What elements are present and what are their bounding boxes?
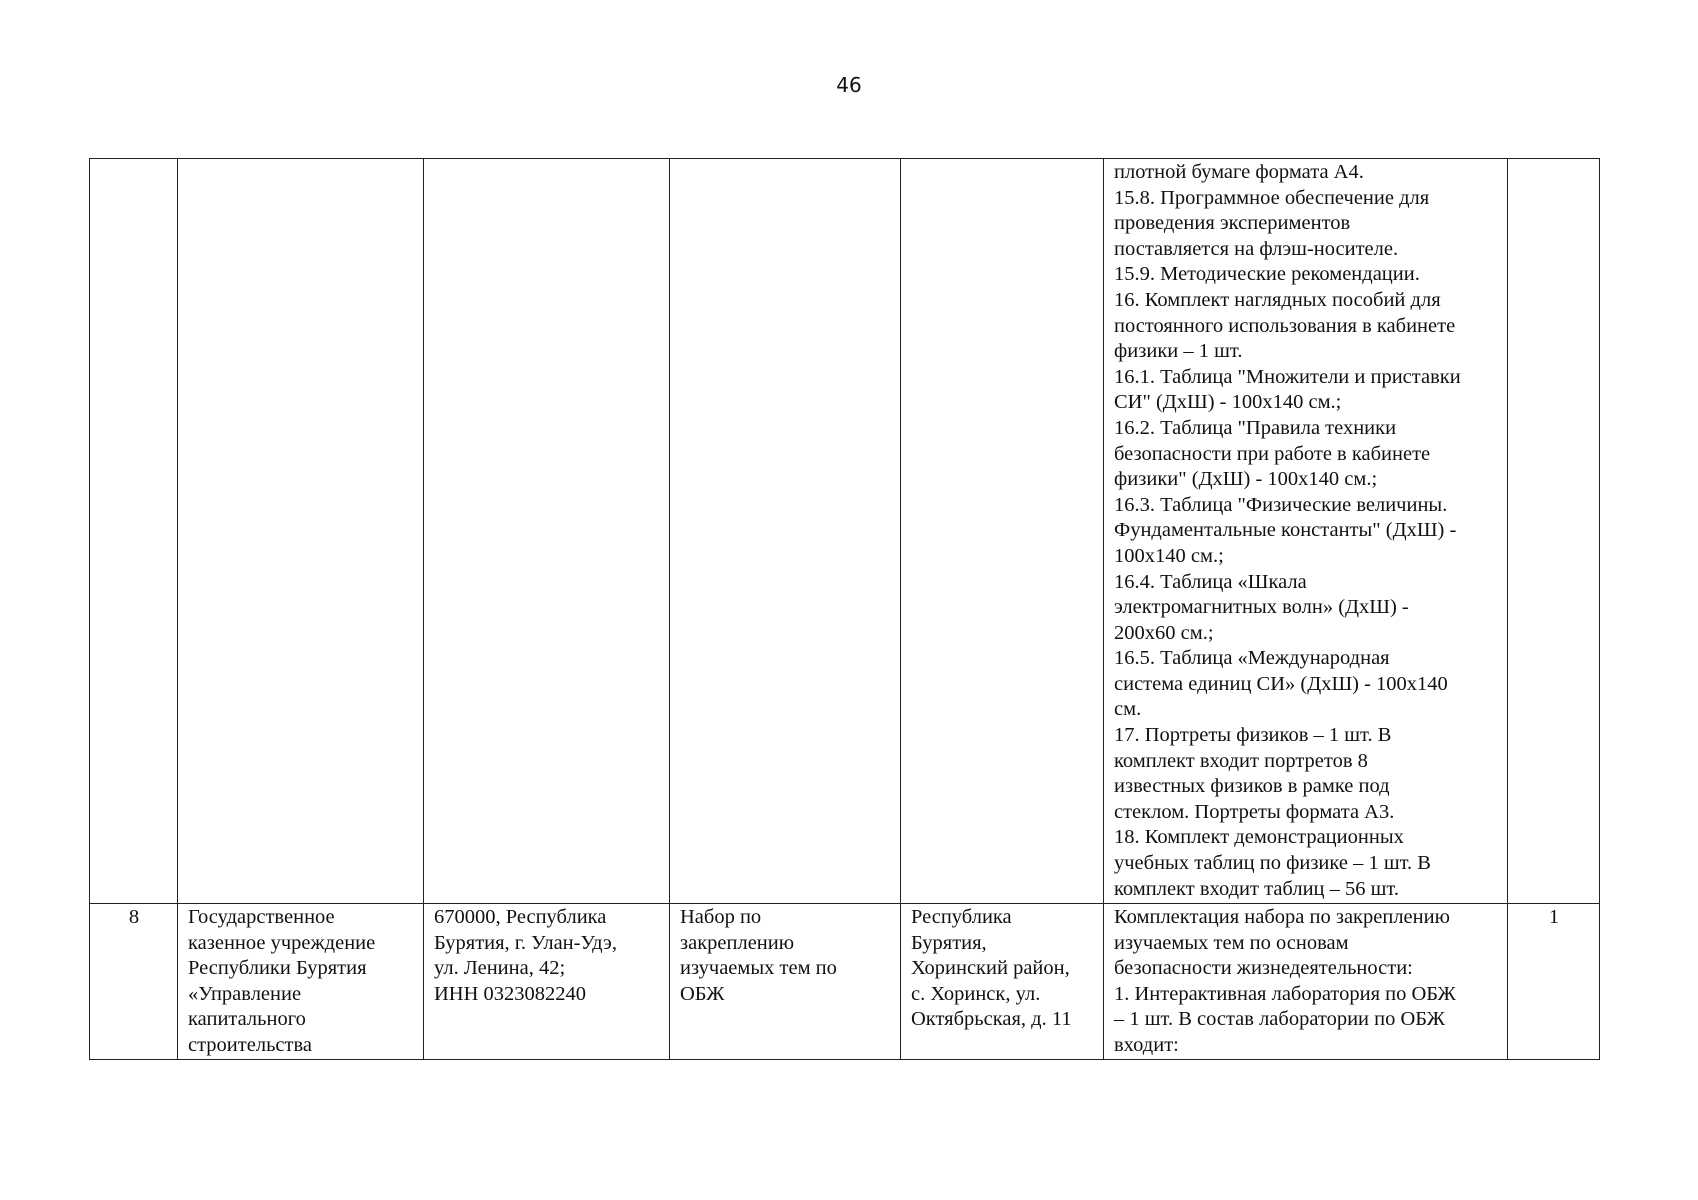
cell-text-line: Комплектация набора по закреплению xyxy=(1114,906,1450,928)
cell-number xyxy=(90,904,178,1060)
cell-text-line: 18. Комплект демонстрационных xyxy=(1114,826,1404,849)
cell-text-line: 670000, Республика xyxy=(434,906,607,928)
cell-text-line: стеклом. Портреты формата А3. xyxy=(1114,800,1395,823)
cell-text-line: 100х140 см.; xyxy=(1114,544,1224,567)
cell-item xyxy=(670,159,901,904)
cell-text-line: безопасности при работе в кабинете xyxy=(1114,442,1431,465)
cell-text-line: Хоринский район, xyxy=(911,957,1070,980)
cell-number xyxy=(90,159,178,904)
cell-text-line: с. Хоринск, ул. xyxy=(911,982,1041,1005)
cell-text-line: Республика xyxy=(911,906,1012,928)
cell-address xyxy=(424,159,670,904)
cell-text-line: 16.5. Таблица «Международная xyxy=(1114,647,1390,670)
cell-text-line: постоянного использования в кабинете xyxy=(1114,314,1456,337)
cell-text-line: электромагнитных волн» (ДхШ) - xyxy=(1114,596,1409,619)
cell-text-line: 8 xyxy=(128,906,140,928)
cell-text-line: комплект входит таблиц – 56 шт. xyxy=(1114,877,1399,900)
cell-text-line: СИ" (ДхШ) - 100х140 см.; xyxy=(1114,391,1342,414)
procurement-table xyxy=(89,158,1600,1060)
cell-text-line: 15.8. Программное обеспечение для xyxy=(1114,186,1430,209)
cell-text-line: Республики Бурятия xyxy=(188,957,367,980)
cell-text-line: учебных таблиц по физике – 1 шт. В xyxy=(1114,852,1431,875)
cell-delivery-place xyxy=(901,904,1104,1060)
cell-text-line: 17. Портреты физиков – 1 шт. В xyxy=(1114,724,1392,747)
page-number: 46 xyxy=(836,73,862,97)
cell-text-line: безопасности жизнедеятельности: xyxy=(1114,957,1413,980)
cell-text-line: закреплению xyxy=(680,931,795,954)
cell-text-line: «Управление xyxy=(188,982,302,1005)
cell-text-line: 16.1. Таблица "Множители и приставки xyxy=(1114,365,1461,388)
cell-text-line: входит: xyxy=(1114,1033,1179,1056)
cell-text-line: 16. Комплект наглядных пособий для xyxy=(1114,288,1441,311)
cell-text-line: Набор по xyxy=(680,906,762,928)
cell-text-line: 1 xyxy=(1548,906,1560,928)
cell-text-line: см. xyxy=(1114,698,1142,721)
cell-text-line: поставляется на флэш-носителе. xyxy=(1114,237,1399,260)
cell-text-line: система единиц СИ» (ДхШ) - 100х140 xyxy=(1114,672,1448,695)
cell-text-line: строительства xyxy=(188,1033,312,1056)
cell-text-line: Бурятия, г. Улан-Удэ, xyxy=(434,931,617,954)
cell-text-line: Фундаментальные константы" (ДхШ) - xyxy=(1114,519,1457,542)
cell-text-line: проведения экспериментов xyxy=(1114,212,1351,235)
cell-text-line: физики" (ДхШ) - 100х140 см.; xyxy=(1114,468,1378,491)
cell-text-line: казенное учреждение xyxy=(188,931,376,954)
cell-text-line: 200х60 см.; xyxy=(1114,621,1214,644)
cell-customer xyxy=(178,159,424,904)
cell-text-line: ул. Ленина, 42; xyxy=(434,957,566,980)
cell-text-line: 16.2. Таблица "Правила техники xyxy=(1114,416,1397,439)
cell-text-line: изучаемых тем по основам xyxy=(1114,931,1349,954)
cell-text-line: Бурятия, xyxy=(911,931,987,954)
cell-text-line: 16.4. Таблица «Шкала xyxy=(1114,570,1307,593)
cell-text-line: известных физиков в рамке под xyxy=(1114,775,1390,798)
cell-customer xyxy=(178,904,424,1060)
cell-text-line: плотной бумаге формата А4. xyxy=(1114,161,1364,183)
cell-text-line: – 1 шт. В состав лаборатории по ОБЖ xyxy=(1114,1008,1445,1031)
cell-text-line: комплект входит портретов 8 xyxy=(1114,749,1368,772)
cell-text-line: 15.9. Методические рекомендации. xyxy=(1114,263,1420,286)
cell-address xyxy=(424,904,670,1060)
cell-text-line: ОБЖ xyxy=(680,982,725,1005)
cell-delivery-place xyxy=(901,159,1104,904)
cell-text-line: Октябрьская, д. 11 xyxy=(911,1008,1072,1031)
cell-text-line: физики – 1 шт. xyxy=(1114,340,1243,363)
cell-description xyxy=(1104,904,1508,1060)
cell-description xyxy=(1104,159,1508,904)
table-row xyxy=(90,159,1600,904)
table-row xyxy=(90,904,1600,1060)
cell-text-line: 16.3. Таблица "Физические величины. xyxy=(1114,493,1448,516)
cell-text-line: ИНН 0323082240 xyxy=(434,982,587,1005)
cell-item xyxy=(670,904,901,1060)
cell-quantity xyxy=(1508,904,1600,1060)
cell-text-line: 1. Интерактивная лаборатория по ОБЖ xyxy=(1114,982,1456,1005)
cell-text-line: изучаемых тем по xyxy=(680,957,837,980)
cell-text-line: Государственное xyxy=(188,906,335,928)
cell-quantity xyxy=(1508,159,1600,904)
cell-text-line: капитального xyxy=(188,1008,306,1031)
